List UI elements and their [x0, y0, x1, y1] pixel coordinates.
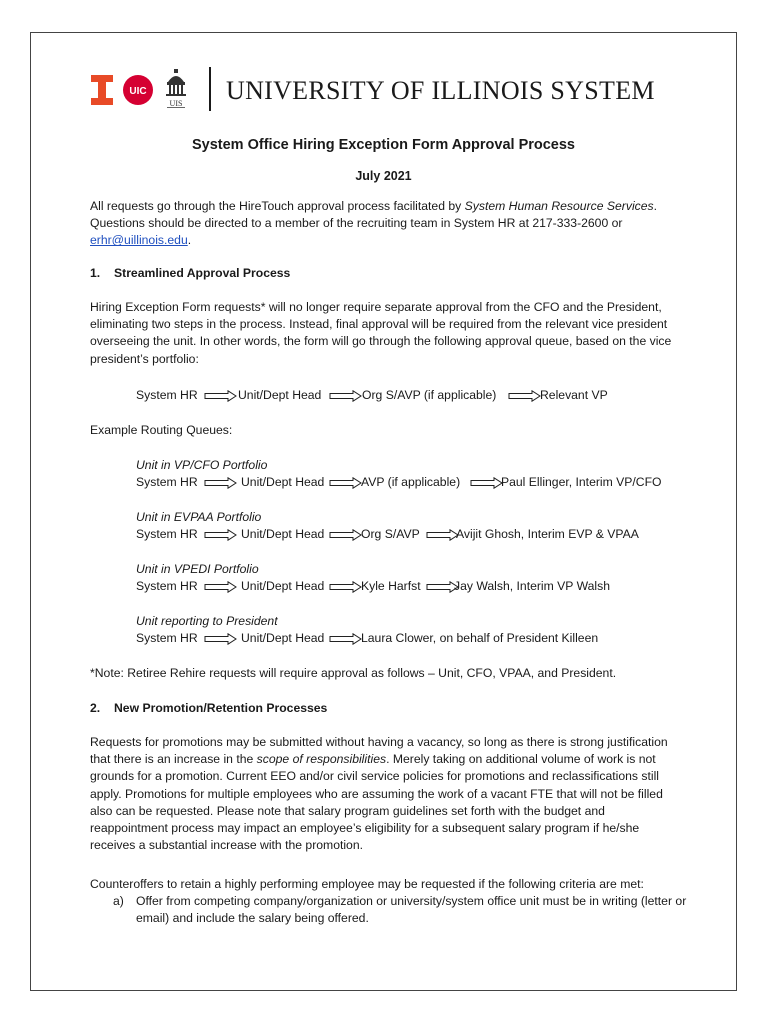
arrow-icon — [470, 477, 504, 489]
route-step: System HR — [136, 388, 198, 402]
route-step: Unit/Dept Head — [241, 475, 325, 489]
section1-paragraph: Hiring Exception Form requests* will no longer require separate approval from the CFO and the President, eliminating two steps in the process. Instead, final approval will be required from the relevant vice president overseeing the unit. In other words, the form will go through the following approval queue, based on the vice president’s portfolio: — [90, 300, 672, 366]
route-step: Unit/Dept Head — [241, 631, 325, 645]
route-step: System HR — [136, 579, 198, 593]
route-step: Unit/Dept Head — [241, 579, 325, 593]
example-label: Unit reporting to President — [136, 614, 278, 628]
route-step: Unit/Dept Head — [238, 388, 322, 402]
arrow-icon — [329, 390, 363, 402]
logo-banner — [89, 67, 689, 111]
criteria-item: Offer from competing company/organization or university/system office unit must be in writing (letter or email) and include the salary being offered. — [136, 894, 687, 926]
arrow-icon — [329, 633, 363, 645]
section2-heading: 2. New Promotion/Retention Processes — [90, 701, 328, 715]
arrow-icon — [204, 581, 238, 593]
route-step: System HR — [136, 527, 198, 541]
document-date: July 2021 — [355, 169, 412, 183]
email-link[interactable]: erhr@uillinois.edu — [90, 233, 188, 248]
counteroffer-paragraph: Counteroffers to retain a highly performing employee may be requested if the following criteria are met: — [90, 877, 644, 891]
svg-text:UIC: UIC — [129, 86, 147, 97]
system-name: UNIVERSITY OF ILLINOIS SYSTEM — [226, 76, 655, 105]
document-page — [30, 32, 737, 991]
route-step: Unit/Dept Head — [241, 527, 325, 541]
route-step: Avijit Ghosh, Interim EVP & VPAA — [456, 527, 639, 541]
arrow-icon — [204, 390, 238, 402]
examples-label: Example Routing Queues: — [90, 423, 233, 437]
route-step: AVP (if applicable) — [361, 475, 461, 489]
route-step: Org S/AVP — [361, 527, 420, 541]
uis-logo — [162, 68, 190, 108]
arrow-icon — [329, 581, 363, 593]
arrow-icon — [508, 390, 542, 402]
document-title: System Office Hiring Exception Form Approval Process — [191, 137, 575, 153]
logo-divider — [209, 67, 211, 111]
arrow-icon — [204, 529, 238, 541]
section1-heading: 1. Streamlined Approval Process — [90, 266, 291, 280]
arrow-icon — [204, 477, 238, 489]
example-label: Unit in EVPAA Portfolio — [136, 510, 262, 524]
uic-logo — [122, 74, 154, 106]
route-step: System HR — [136, 475, 198, 489]
intro-paragraph: All requests go through the HireTouch approval process facilitated by System Human Resource Services. Questions should be directed to a member of the recruiting team in System HR at 217-333-2600 or erhr@uillinois.edu. — [90, 199, 658, 248]
intro-italic: System Human Resource Services — [464, 199, 654, 213]
svg-text:UIS: UIS — [169, 99, 183, 108]
illinois-i-logo — [89, 75, 115, 105]
route-step: Laura Clower, on behalf of President Killeen — [361, 631, 599, 645]
criteria-marker: a) — [113, 894, 124, 908]
arrow-icon — [329, 477, 363, 489]
route-step: Paul Ellinger, Interim VP/CFO — [501, 475, 662, 489]
route-step: Jay Walsh, Interim VP Walsh — [454, 579, 610, 593]
section2-paragraph: Requests for promotions may be submitted without having a vacancy, so long as there is strong justification that there is an increase in the scope of responsibilities. Merely taking on additional volume of work is not grounds for a promotion. Current EEO and/or civil service policies for promotions and reclassifications still apply. Promotions for multiple employees who are assuming the work of a vacant FTE that will not be filled also can be requested. Please note that salary program guidelines set forth with the budget and reappointment process may impact an employee’s eligibility for a subsequent salary program if he/she receives a substantial increase with the promotion. — [90, 735, 668, 853]
example-label: Unit in VP/CFO Portfolio — [136, 458, 268, 472]
route-step: System HR — [136, 631, 198, 645]
arrow-icon — [329, 529, 363, 541]
arrow-icon — [426, 529, 460, 541]
route-step: Relevant VP — [540, 388, 608, 402]
example-label: Unit in VPEDI Portfolio — [136, 562, 259, 576]
route-step: Kyle Harfst — [361, 579, 421, 593]
arrow-icon — [204, 633, 238, 645]
retiree-note: *Note: Retiree Rehire requests will require approval as follows – Unit, CFO, VPAA, and President. — [90, 666, 617, 680]
route-step: Org S/AVP (if applicable) — [362, 388, 497, 402]
scope-italic: scope of responsibilities — [256, 752, 387, 767]
